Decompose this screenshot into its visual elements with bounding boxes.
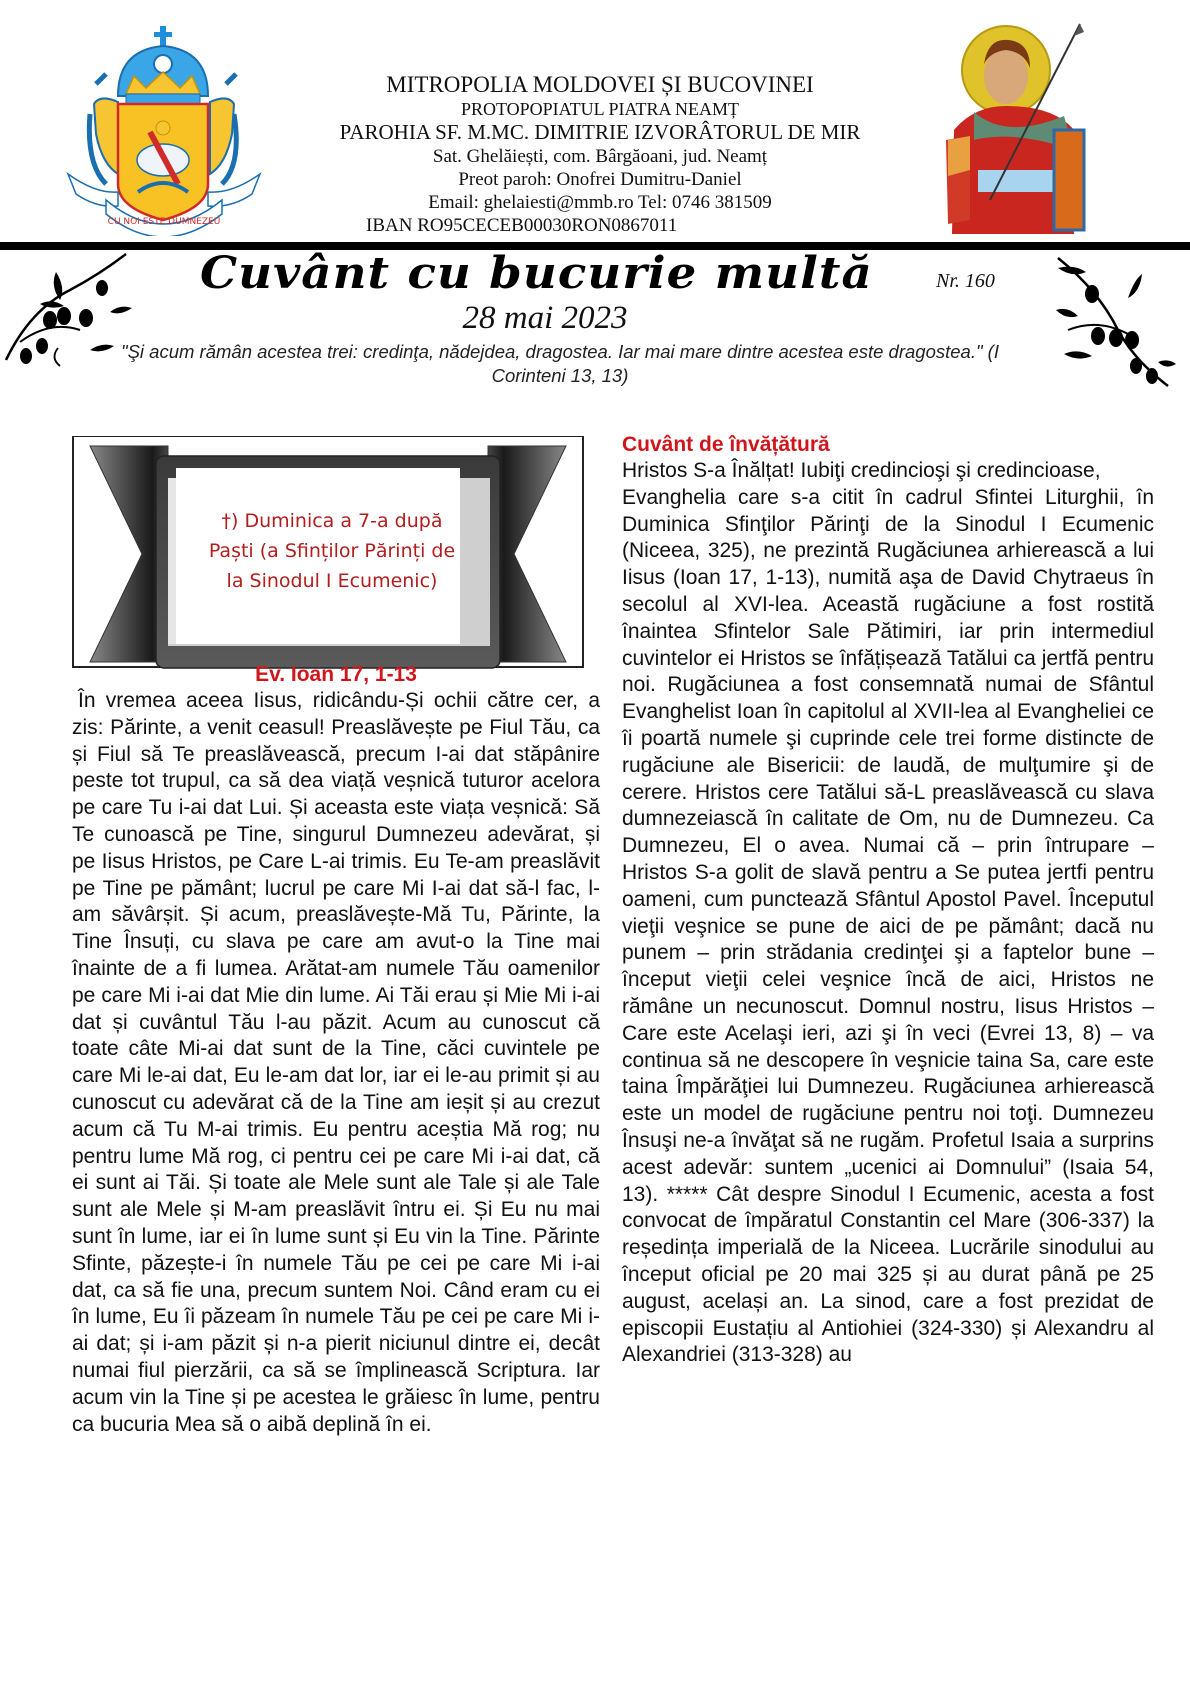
scripture-motto: "Şi acum rămân acestea trei: credinţa, nădejdea, dragostea. Iar mai mare dintre acestea este dragostea." (I Corinteni 13, 13) [121,341,999,386]
contact-info: Email: ghelaiesti@mmb.ro Tel: 0746 381509 [428,192,772,213]
newsletter-title: Cuvânt cu bucurie multă [200,248,873,299]
diocese-crest-icon [66,24,262,236]
saint-demetrius-icon [934,20,1092,236]
gospel-text: În vremea aceea Iisus, ridicându-Și ochii către cer, a zis: Părinte, a venit ceasul! Preaslăvește pe Fiul Tău, ca și Fiul să Te preaslăvească, precum I-ai dat stăpânire peste tot trupul, ca să dea viață veșnică tuturor acelora pe care Tu i-ai dat Lui. Și aceasta este viața veșnică: Să Te cunoască pe Tine, singurul Dumnezeu adevărat, și pe Iisus Hristos, pe Care L-ai trimis. Eu Te-am preaslăvit pe Tine pe pământ; lucrul pe care Mi I-ai dat să-l fac, l-am săvârșit. Și acum, preaslăvește-Mă Tu, Părinte, la Tine Însuți, cu slava pe care am avut-o la Tine mai înainte de a fi lumea. Arătat-am numele Tău oamenilor pe care Mi i-ai dat Mie din lume. Ai Tăi erau și Mie Mi i-ai dat și cuvântul Tău l-au păzit. Acum au cunoscut că toate câte Mi-ai dat sunt de la Tine, căci cuvintele pe care Mi le-ai dat, Eu le-am dat lor, iar ei le-au primit și au cunoscut cu adevărat că de la Tine am ieșit și au crezut acum că Tu M-ai trimis. Eu pentru aceștia Mă rog; nu pentru lume Mă rog, ci pentru cei pe care Mi i-ai dat, că ei sunt ai Tăi. Și toate ale Mele sunt ale Tale și ale Tale sunt ale Mele și M-am preaslăvit întru ei. Și Eu nu mai sunt în lume, iar ei în lume sunt și Eu vin la Tine. Părinte Sfinte, păzește-i în numele Tău pe cei pe care Mi i-ai dat, ca să fie una, precum suntem Noi. Când eram cu ei în lume, Eu îi păzeam în numele Tău pe cei pe care Mi i-ai dat; și i-am păzit și n-a pierit niciunul dintre ei, decât numai fiul pierzării, ca să se împlinească Scriptura. Iar acum vin la Tine și pe acestea le grăiesc în lume, pentru ca bucuria Mea să o aibă deplină în ei. [72,689,600,1436]
sunday-banner [72,436,584,676]
crest-motto: CU NOI ESTE DUMNEZEU [107,217,221,227]
parish-address: Sat. Ghelăiești, com. Bârgăoani, jud. Neamț [432,146,768,167]
gospel-reference: Ev. Ioan 17, 1-13 [255,663,417,686]
parish-info [300,72,900,237]
protopopiat-name: PROTOPOPIATUL PIATRA NEAMȚ [460,99,740,119]
iban: IBAN RO95CECEB00030RON0867011 [366,215,678,236]
gospel-column [72,662,600,1438]
issue-number: Nr. 160 [936,270,995,292]
parish-priest: Preot paroh: Onofrei Dumitru-Daniel [458,169,742,190]
sermon-greeting: Hristos S-a Înălțat! Iubiţi credincioşi şi credincioase, [622,459,1101,482]
sermon-body: Evanghelia care s-a citit în cadrul Sfintei Liturghii, în Duminica Sfinţilor Părinţi de la Sinodul I Ecumenic (Niceea, 325), ne prezintă Rugăciunea arhierească a lui Iisus (Ioan 17, 1-13), numită aşa de David Chytraeus în secolul al XVI-lea. Această rugăciune a fost rostită înaintea Sfintelor Sale Pătimiri, iar prin intermediul cuvintelor ei Hristos se înfățișează Tatălui ca jertfă pentru noi. Rugăciunea a fost consemnată numai de Sfântul Evanghelist Ioan în capitolul al XVII-lea al Evangheliei ce îi poartă numele şi cuprinde cele trei forme distincte de rugăciune ale Bisericii: de laudă, de mulţumire şi de cerere. Hristos cere Tatălui să-L preaslăvească cu slava dumnezeiască în calitate de Om, nu de Dumnezeu. Ca Dumnezeu, El o avea. Numai că – prin întrupare – Hristos S-a golit de slavă pentru a Se putea jertfi pentru oameni, cum punctează Sfântul Apostol Pavel. Începutul vieţii veşnice se pune de aici de pe pământ; dacă nu punem – prin strădania credinţei şi a faptelor bune – început vieţii celei veşnice încă de aici, Hristos ne rămâne un necunoscut. Domnul nostru, Iisus Hristos – Care este Acelaşi ieri, azi şi în veci (Evrei 13, 8) – va continua să ne descopere în veşnicie taina Sa, care este taina Împărăţiei lui Dumnezeu. Rugăciunea arhierească este un model de rugăciune pentru noi toţi. Dumnezeu Însuşi ne-a învăţat să ne rugăm. Profetul Isaia a surprins acest adevăr: suntem „ucenici ai Domnului” (Isaia 54, 13). ***** Cât despre Sinodul I Ecumenic, acesta a fost convocat de împăratul Constantin cel Mare (306-337) la reședința imperială de la Niceea. Lucrările sinodului au început oficial pe 20 mai 325 și au durat până pe 25 august, același an. La sinod, care a fost prezidat de episcopii Eustațiu al Antiohiei (324-330) și Alexandru al Alexandriei (313-328) au [622,485,1154,1367]
metropolis-name: MITROPOLIA MOLDOVEI ȘI BUCOVINEI [386,72,814,97]
sermon-column [622,432,1154,1369]
sunday-title: †) Duminica a 7-a după Paști (a Sfinților Părinți de la Sinodul I Ecumenic) [208,510,456,592]
issue-date: 28 mai 2023 [462,300,628,336]
sermon-title: Cuvânt de învățătură [622,433,830,456]
parish-name: PAROHIA SF. M.MC. DIMITRIE IZVORÂTORUL DE MIR [339,120,861,144]
